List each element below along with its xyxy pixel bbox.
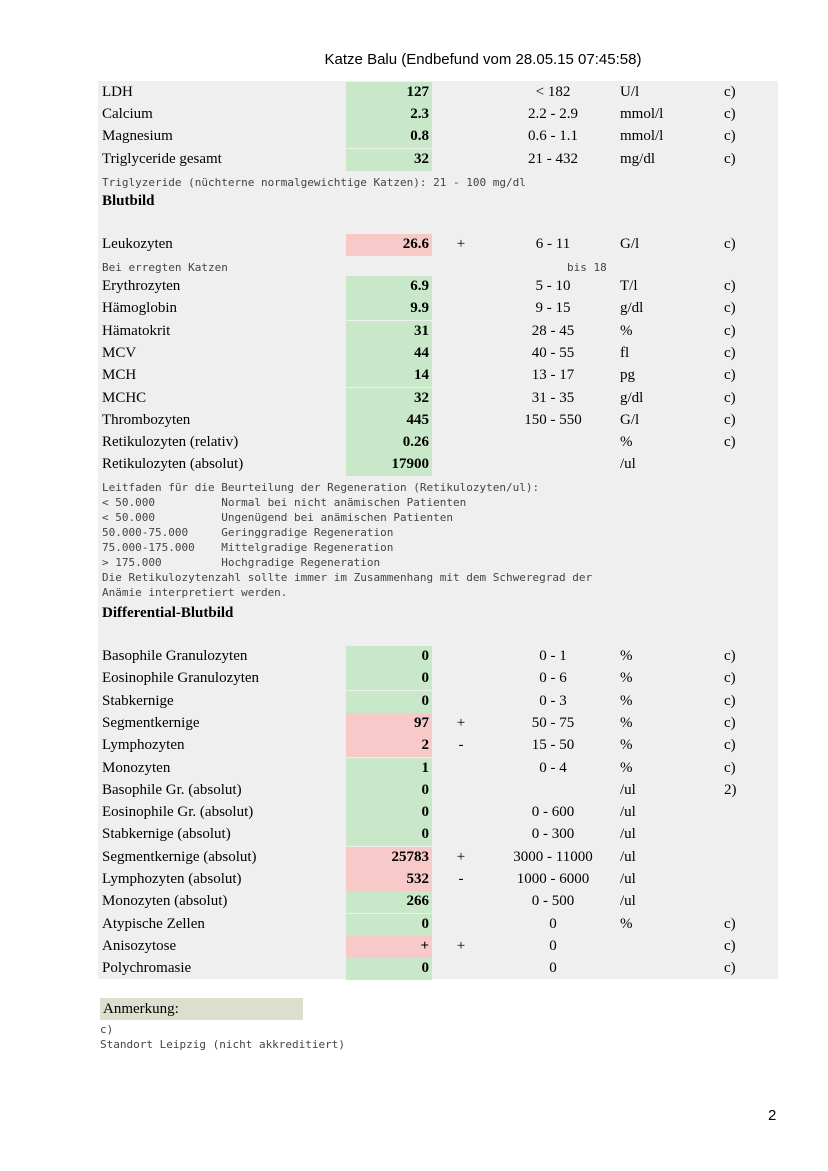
test-name: Basophile Gr. (absolut) xyxy=(102,781,242,798)
reference-range: 0 xyxy=(549,937,557,954)
reference-range: 5 - 10 xyxy=(535,278,571,294)
result-row xyxy=(98,454,778,476)
unit: U/l xyxy=(620,84,640,100)
test-name: Eosinophile Gr. (absolut) xyxy=(102,804,254,821)
reference-range: 150 - 550 xyxy=(524,411,582,428)
result-value: 1 xyxy=(346,758,432,780)
result-value: 0.26 xyxy=(346,432,432,454)
footnote-ref: c) xyxy=(724,300,736,317)
unit: /ul xyxy=(620,804,636,821)
result-row xyxy=(98,365,778,387)
leukozyten-note-right: bis 18 xyxy=(567,261,607,274)
result-row xyxy=(98,388,778,410)
footnote-ref: c) xyxy=(724,84,736,100)
unit: mg/dl xyxy=(620,151,656,167)
reference-range: 28 - 45 xyxy=(531,322,575,339)
unit: G/l xyxy=(620,236,640,252)
result-value: 31 xyxy=(346,321,432,343)
result-value: 0 xyxy=(346,668,432,690)
reference-range: 0 - 300 xyxy=(531,826,575,843)
unit: /ul xyxy=(620,871,636,887)
unit: /ul xyxy=(620,826,636,843)
footnote-ref: c) xyxy=(724,278,736,294)
footnote-ref: c) xyxy=(724,434,736,451)
footnote-ref: c) xyxy=(724,759,736,776)
result-flag: + xyxy=(456,714,466,731)
result-flag: + xyxy=(456,236,466,252)
unit: g/dl xyxy=(620,300,644,317)
unit: mmol/l xyxy=(620,128,664,144)
test-name: LDH xyxy=(102,84,133,100)
result-value: 266 xyxy=(346,891,432,913)
result-row xyxy=(98,82,778,104)
guideline-line: Leitfaden für die Beurteilung der Regeneration (Retikulozyten/ul): xyxy=(102,481,540,494)
page-number: 2 xyxy=(768,1107,777,1124)
reference-range: 21 - 432 xyxy=(528,151,578,167)
unit: % xyxy=(620,759,633,776)
test-name: Thrombozyten xyxy=(102,411,191,428)
test-name: Hämatokrit xyxy=(102,322,171,339)
result-row xyxy=(98,646,778,668)
result-flag: - xyxy=(458,737,464,754)
guideline-line: Die Retikulozytenzahl sollte immer im Zusammenhang mit dem Schweregrad der xyxy=(102,571,593,584)
result-value: 0 xyxy=(346,646,432,668)
test-name: Monozyten xyxy=(102,759,171,776)
result-value: 532 xyxy=(346,869,432,891)
reference-range: 0 - 600 xyxy=(531,804,575,821)
result-row xyxy=(98,410,778,432)
footnote-ref: c) xyxy=(724,648,736,664)
reference-range: 0 xyxy=(549,960,557,977)
result-flag: + xyxy=(456,848,466,865)
footnote-ref: c) xyxy=(724,737,736,754)
footnote-ref: c) xyxy=(724,236,736,252)
unit: % xyxy=(620,648,633,664)
reference-range: 0.6 - 1.1 xyxy=(528,128,578,144)
result-value: 26.6 xyxy=(346,234,432,256)
result-row xyxy=(98,104,778,126)
result-value: 445 xyxy=(346,410,432,432)
result-row xyxy=(98,668,778,690)
footnote-ref: c) xyxy=(724,960,736,977)
unit: % xyxy=(620,714,633,731)
result-row xyxy=(98,126,778,148)
reference-range: 6 - 11 xyxy=(535,236,571,252)
result-row xyxy=(98,691,778,713)
result-row xyxy=(98,276,778,298)
result-value: 0 xyxy=(346,914,432,936)
result-row xyxy=(98,343,778,365)
test-name: MCH xyxy=(102,367,137,384)
footnote-ref: c) xyxy=(724,389,736,406)
result-row xyxy=(98,758,778,780)
test-name: Leukozyten xyxy=(102,236,173,252)
test-name: Basophile Granulozyten xyxy=(102,648,248,664)
reference-range: 0 - 4 xyxy=(539,759,567,776)
section-blutbild: Blutbild xyxy=(102,193,155,209)
guideline-line: < 50.000 Normal bei nicht anämischen Patienten xyxy=(102,496,467,509)
result-value: 32 xyxy=(346,149,432,171)
result-value: 0.8 xyxy=(346,126,432,148)
test-name: Segmentkernige (absolut) xyxy=(102,848,257,865)
result-row xyxy=(98,869,778,891)
result-value: 25783 xyxy=(346,847,432,869)
footnote-ref: c) xyxy=(724,151,736,167)
reference-range: 0 xyxy=(549,915,557,932)
test-name: MCV xyxy=(102,344,137,361)
test-name: MCHC xyxy=(102,389,147,406)
reference-range: 0 - 500 xyxy=(531,893,575,910)
result-row xyxy=(98,713,778,735)
unit: G/l xyxy=(620,411,640,428)
result-value: 0 xyxy=(346,802,432,824)
test-name: Hämoglobin xyxy=(102,300,177,317)
result-row xyxy=(98,824,778,846)
footnote-ref: c) xyxy=(724,344,736,361)
reference-range: 1000 - 6000 xyxy=(516,871,590,887)
unit: % xyxy=(620,670,633,687)
footnote-text: Standort Leipzig (nicht akkreditiert) xyxy=(100,1038,346,1051)
footnote-ref: c) xyxy=(724,915,736,932)
result-value: 0 xyxy=(346,780,432,802)
test-name: Magnesium xyxy=(102,128,173,144)
guideline-line: Anämie interpretiert werden. xyxy=(102,586,288,599)
result-row xyxy=(98,780,778,802)
result-value: + xyxy=(346,936,432,958)
reference-range: 3000 - 11000 xyxy=(513,848,593,865)
reference-range: 15 - 50 xyxy=(531,737,575,754)
result-value: 127 xyxy=(346,82,432,104)
result-value: 44 xyxy=(346,343,432,365)
guideline-line: 75.000-175.000 Mittelgradige Regeneration xyxy=(102,541,394,554)
result-value: 0 xyxy=(346,824,432,846)
reference-range: < 182 xyxy=(535,84,571,100)
triglyceride-note: Triglyzeride (nüchterne normalgewichtige Katzen): 21 - 100 mg/dl xyxy=(102,176,526,189)
unit: % xyxy=(620,915,633,932)
footnote-ref: c) xyxy=(724,937,736,954)
result-row xyxy=(98,936,778,958)
unit: /ul xyxy=(620,456,636,473)
test-name: Segmentkernige xyxy=(102,714,200,731)
test-name: Monozyten (absolut) xyxy=(102,893,228,910)
reference-range: 13 - 17 xyxy=(531,367,575,384)
result-row xyxy=(98,321,778,343)
unit: g/dl xyxy=(620,389,644,406)
guideline-line: 50.000-75.000 Geringgradige Regeneration xyxy=(102,526,394,539)
result-flag: + xyxy=(456,937,466,954)
result-row xyxy=(98,298,778,320)
result-row xyxy=(98,735,778,757)
footnote-ref: c) xyxy=(724,128,736,144)
unit: mmol/l xyxy=(620,106,664,122)
result-flag: - xyxy=(458,871,464,887)
result-value: 0 xyxy=(346,958,432,980)
unit: /ul xyxy=(620,893,636,910)
unit: /ul xyxy=(620,848,636,865)
reference-range: 0 - 6 xyxy=(539,670,567,687)
footnote-ref: c) xyxy=(724,106,736,122)
test-name: Stabkernige xyxy=(102,692,174,709)
test-name: Polychromasie xyxy=(102,960,192,977)
result-value: 0 xyxy=(346,691,432,713)
result-value: 17900 xyxy=(346,454,432,476)
result-row xyxy=(98,432,778,454)
leukozyten-note-left: Bei erregten Katzen xyxy=(102,261,228,274)
result-row xyxy=(98,802,778,824)
footnote-ref: c) xyxy=(724,411,736,428)
reference-range: 0 - 3 xyxy=(539,692,567,709)
test-name: Retikulozyten (relativ) xyxy=(102,434,239,451)
result-row xyxy=(98,914,778,936)
result-row xyxy=(98,149,778,171)
footnote-ref: c) xyxy=(724,714,736,731)
test-name: Calcium xyxy=(102,106,153,122)
footnote-ref: c) xyxy=(724,367,736,384)
report-header: Katze Balu (Endbefund vom 28.05.15 07:45:58) xyxy=(324,51,642,68)
reference-range: 40 - 55 xyxy=(531,344,575,361)
reference-range: 2.2 - 2.9 xyxy=(528,106,578,122)
test-name: Anisozytose xyxy=(102,937,177,954)
test-name: Retikulozyten (absolut) xyxy=(102,456,244,473)
footnote-mark: c) xyxy=(100,1023,114,1036)
guideline-line: > 175.000 Hochgradige Regeneration xyxy=(102,556,381,569)
section-differential-blutbild: Differential-Blutbild xyxy=(102,605,234,621)
test-name: Erythrozyten xyxy=(102,278,181,294)
reference-range: 9 - 15 xyxy=(535,300,571,317)
footnote-ref: c) xyxy=(724,322,736,339)
reference-range: 31 - 35 xyxy=(531,389,575,406)
test-name: Stabkernige (absolut) xyxy=(102,826,231,843)
result-row xyxy=(98,234,778,256)
guideline-line: < 50.000 Ungenügend bei anämischen Patienten xyxy=(102,511,453,524)
result-value: 97 xyxy=(346,713,432,735)
result-row xyxy=(98,847,778,869)
unit: % xyxy=(620,322,633,339)
test-name: Lymphozyten xyxy=(102,737,185,754)
result-value: 9.9 xyxy=(346,298,432,320)
unit: /ul xyxy=(620,781,636,798)
unit: pg xyxy=(620,367,635,384)
unit: T/l xyxy=(620,278,638,294)
unit: % xyxy=(620,434,633,451)
reference-range: 50 - 75 xyxy=(531,714,575,731)
result-value: 2.3 xyxy=(346,104,432,126)
anmerkung-label: Anmerkung: xyxy=(100,998,303,1020)
test-name: Atypische Zellen xyxy=(102,915,205,932)
footnote-ref: 2) xyxy=(724,781,737,798)
test-name: Triglyceride gesamt xyxy=(102,151,222,167)
result-value: 32 xyxy=(346,388,432,410)
test-name: Lymphozyten (absolut) xyxy=(102,871,242,887)
footnote-ref: c) xyxy=(724,692,736,709)
unit: fl xyxy=(620,344,630,361)
footnote-ref: c) xyxy=(724,670,736,687)
reference-range: 0 - 1 xyxy=(539,648,567,664)
unit: % xyxy=(620,737,633,754)
result-value: 14 xyxy=(346,365,432,387)
result-row xyxy=(98,891,778,913)
result-value: 2 xyxy=(346,735,432,757)
test-name: Eosinophile Granulozyten xyxy=(102,670,260,687)
result-row xyxy=(98,958,778,980)
unit: % xyxy=(620,692,633,709)
result-value: 6.9 xyxy=(346,276,432,298)
